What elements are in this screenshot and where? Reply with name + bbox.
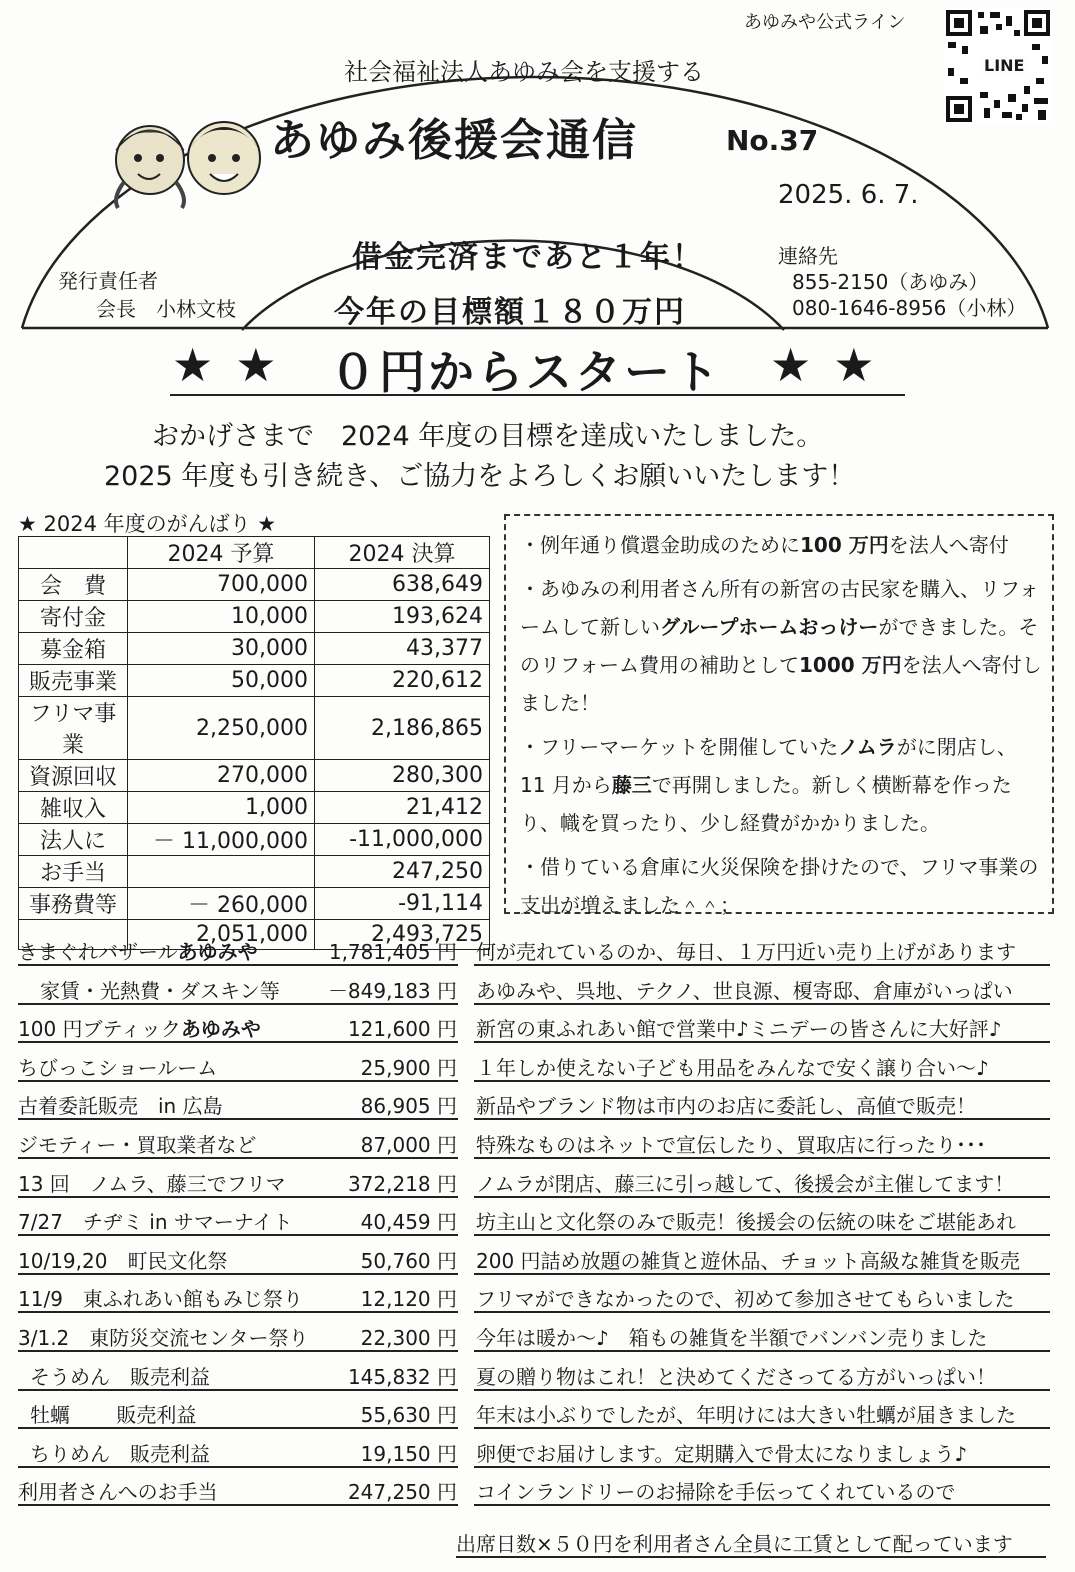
last-line: 出席日数×５０円を利用者さん全員に工賃として配っています <box>456 1532 1013 1556</box>
budget-cell-budget: 700,000 <box>128 569 315 601</box>
row-underline-right <box>474 1466 1050 1468</box>
row-underline-left <box>18 1504 458 1506</box>
budget-table <box>18 536 490 950</box>
activity-desc: 卵便でお届けします。定期購入で骨太になりましょう♪ <box>476 1441 968 1466</box>
budget-cell-actual: 2,186,865 <box>315 697 490 760</box>
activity-desc: ノムラが閉店、藤三に引っ越して、後援会が主催してます！ <box>476 1171 1015 1196</box>
activity-row <box>0 1084 1075 1123</box>
budget-cell-budget: 10,000 <box>128 601 315 633</box>
contact-phone-1: 855-2150（あゆみ） <box>792 270 989 294</box>
budget-row <box>19 633 490 665</box>
activity-desc: あゆみや、呉地、テクノ、世良源、榎寄邸、倉庫がいっぱい <box>476 978 1013 1003</box>
thanks-line-1: おかげさまで 2024 年度の目標を達成いたしました。 <box>152 421 824 452</box>
activity-row <box>0 1162 1075 1201</box>
start-banner: ０円からスタート <box>330 345 722 399</box>
budget-cell-cat: 雑収入 <box>19 792 128 824</box>
note-4: ・借りている倉庫に火災保険を掛けたので、フリマ事業の支出が増えました＾＾； <box>520 855 1039 917</box>
contact-label: 連絡先 <box>778 244 838 268</box>
row-underline-left <box>18 1427 458 1429</box>
activity-row <box>0 1046 1075 1085</box>
budget-header-row <box>19 537 490 569</box>
row-underline-left <box>18 1041 458 1043</box>
row-underline-right <box>474 1003 1050 1005</box>
col-actual: 2024 決算 <box>315 537 490 569</box>
notes-box <box>504 514 1054 917</box>
row-underline-left <box>18 1350 458 1352</box>
row-underline-right <box>474 1196 1050 1198</box>
row-underline-left <box>18 1389 458 1391</box>
activity-desc: 新宮の東ふれあい館で営業中♪ミニデーの皆さんに大好評♪ <box>476 1017 1002 1042</box>
budget-cell-cat: フリマ事業 <box>19 697 128 760</box>
row-underline-left <box>18 1234 458 1236</box>
activity-desc: 夏の贈り物はこれ！と決めてくださってる方がいっぱい！ <box>476 1364 996 1389</box>
row-underline-right <box>474 964 1050 966</box>
activity-row <box>0 1470 1075 1509</box>
activity-name: 古着委託販売 in 広島 <box>18 1094 223 1119</box>
activity-list <box>0 930 1075 1509</box>
budget-row <box>19 888 490 920</box>
activity-row <box>0 969 1075 1008</box>
line-label: あゆみや公式ライン <box>744 12 906 33</box>
activity-amount: 121,600 円 <box>347 1017 457 1042</box>
activity-desc: コインランドリーのお掃除を手伝ってくれているので <box>476 1480 956 1505</box>
row-underline-right <box>474 1234 1050 1236</box>
headline-target: 今年の目標額１８０万円 <box>334 295 686 330</box>
note-3: ・フリーマーケットを開催していたノムラがに閉店し、11 月から藤三で再開しました。新しく横断幕を作ったり、幟を買ったり、少し経費がかかりました。 <box>520 735 1017 835</box>
activity-desc: １年しか使えない子ども用品をみんなで安く譲り合い～♪ <box>476 1055 989 1080</box>
row-underline-left <box>18 1080 458 1082</box>
activity-desc: 200 円詰め放題の雑貨と遊休品、チョット高級な雑貨を販売 <box>476 1248 1020 1273</box>
activity-name: 100 円ブティックあゆみや <box>18 1017 261 1042</box>
budget-cell-cat: 資源回収 <box>19 760 128 792</box>
budget-cell-actual: 2,493,725 <box>315 920 490 950</box>
budget-title: ★ 2024 年度のがんばり ★ <box>18 512 277 536</box>
publisher-name: 会長 小林文枝 <box>96 297 236 321</box>
budget-row <box>19 792 490 824</box>
budget-row <box>19 601 490 633</box>
budget-cell-actual: -11,000,000 <box>315 824 490 856</box>
row-underline-right <box>474 1311 1050 1313</box>
last-line-underline <box>456 1556 1046 1558</box>
row-underline-left <box>18 1118 458 1120</box>
row-underline-right <box>474 1041 1050 1043</box>
activity-amount: 1,781,405 円 <box>328 940 457 964</box>
activity-row <box>0 1239 1075 1278</box>
contact-phone-2: 080-1646-8956（小林） <box>792 296 1027 320</box>
note-1: ・例年通り償還金助成のために100 万円を法人へ寄付 <box>520 533 1009 557</box>
budget-cell-budget: 2,051,000 <box>128 920 315 950</box>
children-illustration <box>116 122 260 208</box>
activity-desc: フリマができなかったので、初めて参加させてもらいました <box>476 1287 1015 1312</box>
activity-row <box>0 1355 1075 1394</box>
budget-cell-actual: 280,300 <box>315 760 490 792</box>
activity-name: 牡蠣 販売利益 <box>30 1403 197 1428</box>
budget-cell-cat: 寄付金 <box>19 601 128 633</box>
budget-cell-actual: 220,612 <box>315 665 490 697</box>
col-budget: 2024 予算 <box>128 537 315 569</box>
activity-name: ジモティー・買取業者など <box>18 1132 257 1157</box>
activity-row <box>0 1432 1075 1471</box>
activity-amount: 22,300 円 <box>360 1325 457 1350</box>
budget-row <box>19 856 490 888</box>
activity-name: 3/1.2 東防災交流センター祭り <box>18 1325 309 1350</box>
budget-cell-budget: 2,250,000 <box>128 697 315 760</box>
row-underline-left <box>18 1196 458 1198</box>
activity-row <box>0 1277 1075 1316</box>
budget-cell-actual: -91,114 <box>315 888 490 920</box>
thanks-line-2: 2025 年度も引き続き、ご協力をよろしくお願いいたします！ <box>104 461 856 492</box>
budget-cell-actual: 21,412 <box>315 792 490 824</box>
activity-amount: 55,630 円 <box>360 1403 457 1428</box>
row-underline-right <box>474 1427 1050 1429</box>
budget-cell-actual: 247,250 <box>315 856 490 888</box>
activity-row <box>0 930 1075 969</box>
row-underline-left <box>18 1273 458 1275</box>
budget-cell-budget <box>128 856 315 888</box>
activity-amount: 86,905 円 <box>360 1094 457 1119</box>
activity-name: 10/19,20 町民文化祭 <box>18 1248 228 1273</box>
row-underline-right <box>474 1350 1050 1352</box>
budget-row <box>19 760 490 792</box>
row-underline-left <box>18 1003 458 1005</box>
activity-desc: 特殊なものはネットで宣伝したり、買取店に行ったり･･･ <box>476 1132 986 1157</box>
activity-row <box>0 1316 1075 1355</box>
budget-cell-cat: お手当 <box>19 856 128 888</box>
activity-amount: －849,183 円 <box>327 978 457 1003</box>
budget-row <box>19 569 490 601</box>
budget-cell-cat: 販売事業 <box>19 665 128 697</box>
activity-desc: 年末は小ぶりでしたが、年明けには大きい牡蠣が届きました <box>476 1403 1016 1428</box>
activity-amount: 40,459 円 <box>360 1210 457 1235</box>
activity-amount: 12,120 円 <box>360 1287 457 1312</box>
activity-name: 利用者さんへのお手当 <box>18 1480 218 1505</box>
activity-name: きまぐれバザールあゆみや <box>18 940 258 964</box>
activity-name: 家賃・光熱費・ダスキン等 <box>40 978 280 1003</box>
headline-debt: 借金完済まであと１年！ <box>352 240 704 275</box>
row-underline-right <box>474 1504 1050 1506</box>
activity-amount: 19,150 円 <box>360 1441 457 1466</box>
newsletter-title: あゆみ後援会通信 <box>270 115 638 166</box>
activity-amount: 247,250 円 <box>347 1480 457 1505</box>
budget-cell-actual: 193,624 <box>315 601 490 633</box>
budget-cell-budget: 1,000 <box>128 792 315 824</box>
activity-amount: 87,000 円 <box>360 1132 457 1157</box>
activity-name: 13 回 ノムラ、藤三でフリマ <box>18 1171 286 1196</box>
budget-cell-cat: 募金箱 <box>19 633 128 665</box>
row-underline-left <box>18 1157 458 1159</box>
activity-desc: 何が売れているのか、毎日、１万円近い売り上げがあります <box>476 940 1016 964</box>
activity-name: そうめん 販売利益 <box>30 1364 210 1389</box>
issue-number: No.37 <box>726 124 819 157</box>
stars-right: ★ ★ <box>770 338 878 392</box>
note-2: ・あゆみの利用者さん所有の新宮の古民家を購入、リフォームして新しいグループホームおっけーができました。そのリフォーム費用の補助として1000 万円を法人へ寄付しました！ <box>520 577 1042 715</box>
issue-date: 2025. 6. 7. <box>778 180 919 210</box>
row-underline-right <box>474 1389 1050 1391</box>
budget-cell-cat: 法人に <box>19 824 128 856</box>
activity-amount: 372,218 円 <box>347 1171 457 1196</box>
budget-cell-budget: － 260,000 <box>128 888 315 920</box>
activity-name: ちりめん 販売利益 <box>30 1441 210 1466</box>
row-underline-left <box>18 1311 458 1313</box>
budget-cell-budget: 270,000 <box>128 760 315 792</box>
budget-cell-cat: 事務費等 <box>19 888 128 920</box>
budget-cell-actual: 638,649 <box>315 569 490 601</box>
publisher-label: 発行責任者 <box>58 269 158 293</box>
activity-desc: 坊主山と文化祭のみで販売！後援会の伝統の味をご堪能あれ <box>476 1210 1016 1235</box>
line-qr-code[interactable] <box>944 8 1052 124</box>
row-underline-right <box>474 1080 1050 1082</box>
activity-row <box>0 1123 1075 1162</box>
row-underline-left <box>18 1466 458 1468</box>
activity-desc: 今年は暖か～♪ 箱もの雑貨を半額でバンバン売りました <box>476 1325 988 1350</box>
qr-line-text: LINE <box>984 56 1025 75</box>
budget-cell-budget: 30,000 <box>128 633 315 665</box>
budget-cell-actual: 43,377 <box>315 633 490 665</box>
stars-left: ★ ★ <box>172 338 280 392</box>
row-underline-right <box>474 1118 1050 1120</box>
row-underline-left <box>18 964 458 966</box>
budget-row <box>19 665 490 697</box>
activity-desc: 新品やブランド物は市内のお店に委託し、高値で販売！ <box>476 1094 976 1119</box>
activity-amount: 145,832 円 <box>347 1364 457 1389</box>
budget-row <box>19 697 490 760</box>
activity-name: 7/27 チヂミ in サマーナイト <box>18 1210 293 1235</box>
budget-corner-cell <box>19 537 128 569</box>
budget-cell-budget: － 11,000,000 <box>128 824 315 856</box>
supporting-org: 社会福祉法人あゆみ会を支援する <box>344 58 704 86</box>
activity-row <box>0 1200 1075 1239</box>
activity-name: 11/9 東ふれあい館もみじ祭り <box>18 1287 303 1312</box>
row-underline-right <box>474 1157 1050 1159</box>
activity-row <box>0 1393 1075 1432</box>
activity-name: ちびっこショールーム <box>18 1055 218 1080</box>
budget-cell-cat: 会 費 <box>19 569 128 601</box>
row-underline-right <box>474 1273 1050 1275</box>
activity-amount: 50,760 円 <box>360 1248 457 1273</box>
activity-row <box>0 1007 1075 1046</box>
activity-amount: 25,900 円 <box>360 1055 457 1080</box>
budget-row <box>19 824 490 856</box>
budget-cell-budget: 50,000 <box>128 665 315 697</box>
